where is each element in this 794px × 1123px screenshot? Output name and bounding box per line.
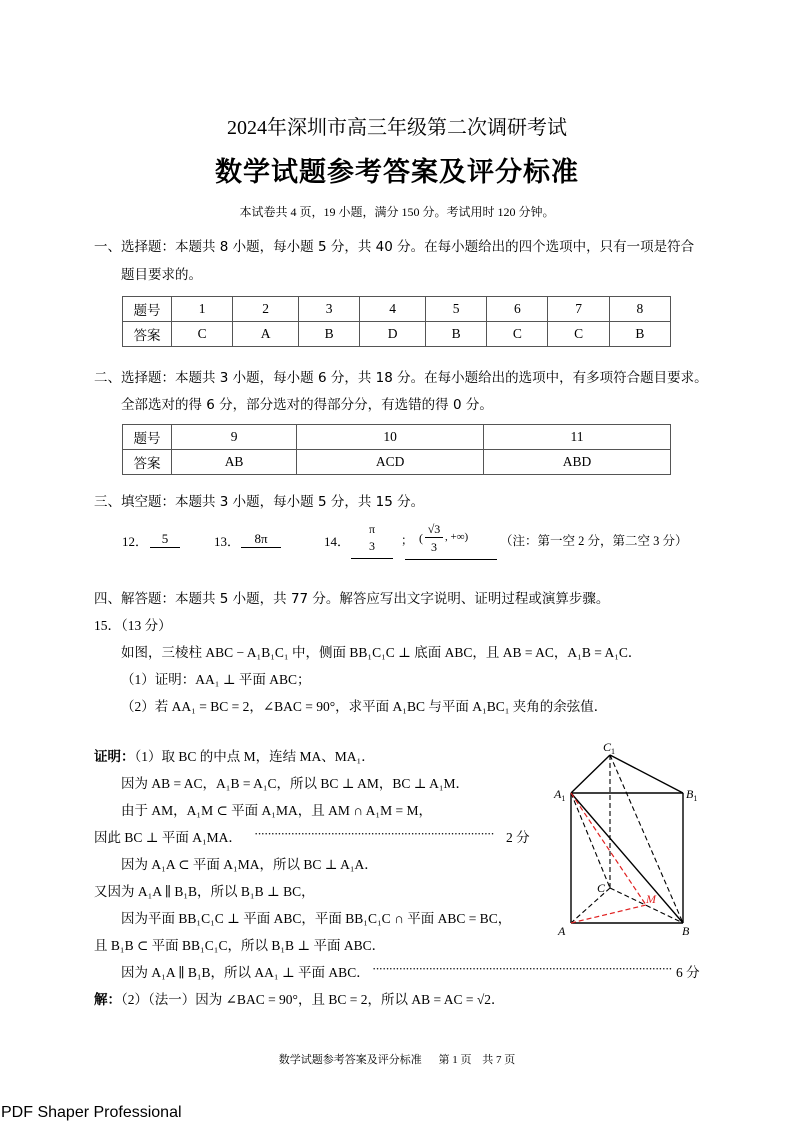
answer-cell: C — [487, 322, 548, 347]
prism-figure — [545, 735, 715, 940]
solution-text: （2）（法一）因为 ∠BAC = 90°，且 BC = 2，所以 AB = AC = √2． — [121, 992, 505, 1007]
solution-line-7: 因为平面 BB₁C₁C ⊥ 平面 ABC，平面 BB₁C₁C ∩ 平面 ABC = BC， — [121, 911, 512, 926]
answer-cell: A — [233, 322, 299, 347]
solution-line-5: 因为 A₁A ⊂ 平面 A₁MA，所以 BC ⊥ A₁A． — [121, 857, 378, 872]
q13-answer: 8π — [241, 531, 281, 548]
page-footer — [0, 1051, 794, 1067]
answer-cell: D — [360, 322, 426, 347]
q14-answer2-numerator: √3 — [425, 521, 443, 538]
label-m: M — [646, 892, 656, 906]
segment-a-m — [571, 905, 646, 923]
question-number-row — [123, 297, 671, 322]
question-number: 10 — [297, 425, 484, 450]
row-label: 题号 — [123, 297, 172, 322]
answer-cell: B — [298, 322, 359, 347]
q13-label: 13． — [214, 534, 241, 549]
q14-separator: ； — [401, 533, 414, 547]
q14-answer1-denominator: 3 — [369, 539, 375, 553]
answer-cell: AB — [172, 450, 297, 475]
edge-a1-b — [571, 793, 683, 923]
label-a: A — [558, 924, 566, 938]
section1-answer-table — [122, 296, 671, 347]
footer-title: 数学试题参考答案及评分标准 — [278, 1054, 422, 1066]
section1-heading-line1: 一、选择题：本题共 8 小题，每小题 5 分，共 40 分。在每小题给出的四个选项中，只有一项是符合 — [94, 239, 695, 255]
question-number: 4 — [360, 297, 426, 322]
solution-line-6: 又因为 A₁A ∥ B₁B，所以 B₁B ⊥ BC， — [94, 884, 315, 899]
question-number: 9 — [172, 425, 297, 450]
problem15-part1: （1）证明：AA₁ ⊥ 平面 ABC； — [121, 672, 311, 687]
answer-cell: ACD — [297, 450, 484, 475]
section1-heading-line2: 题目要求的。 — [121, 267, 202, 283]
footer-total-pages: 共 7 页 — [482, 1054, 516, 1066]
answer-cell: C — [172, 322, 233, 347]
answer-cell: C — [548, 322, 609, 347]
solution-line-2: 因为 AB = AC，A₁B = A₁C，所以 BC ⊥ AM，BC ⊥ A₁M． — [121, 776, 470, 791]
solution-part2-line — [94, 988, 504, 1008]
exam-subtitle: 本试卷共 4 页，19 小题，满分 150 分。考试用时 120 分钟。 — [239, 205, 555, 219]
q14-answer2 — [405, 521, 497, 560]
score-marker-6: 6 分 — [676, 965, 700, 980]
section2-heading-line2: 全部选对的得 6 分，部分选对的得部分分，有选错的得 0 分。 — [121, 397, 493, 413]
label-b1: $B_1$ — [686, 787, 698, 803]
answer-cell: B — [609, 322, 670, 347]
section4-heading: 四、解答题：本题共 5 小题，共 77 分。解答应写出文字说明、证明过程或演算步骤。 — [94, 591, 610, 607]
solution-line-1 — [94, 745, 375, 765]
q14-answer1-numerator: π — [368, 522, 376, 536]
q14-answer2-denominator: 3 — [431, 540, 437, 554]
problem15-stem: 如图，三棱柱 ABC − A₁B₁C₁ 中，侧面 BB₁C₁C ⊥ 底面 ABC，且 AB = AC，A₁B = A₁C． — [121, 645, 642, 660]
solution-text: 因此 BC ⊥ 平面 A₁MA． — [94, 830, 242, 845]
exam-title: 2024年深圳市高三年级第二次调研考试 — [227, 117, 567, 139]
section3-heading: 三、填空题：本题共 3 小题，每小题 5 分，共 15 分。 — [94, 494, 425, 510]
footer-page-number: 第 1 页 — [438, 1054, 472, 1066]
leader-dots: ········································································ — [254, 826, 494, 841]
solution-line-4 — [94, 826, 242, 846]
question-number: 7 — [548, 297, 609, 322]
document-title: 数学试题参考答案及评分标准 — [215, 157, 579, 188]
q14-answer1 — [351, 521, 393, 559]
problem15-number: 15．（13 分） — [94, 618, 172, 633]
q14-label: 14． — [324, 534, 351, 549]
label-c: C — [597, 881, 606, 895]
label-b: B — [682, 924, 690, 938]
edge-c1-a1 — [571, 755, 610, 793]
q14-answer2-rest: , +∞) — [445, 531, 469, 543]
row-label: 题号 — [123, 425, 172, 450]
solve-label: 解： — [94, 992, 121, 1008]
answer-cell: B — [425, 322, 486, 347]
solution-text: （1）取 BC 的中点 M，连结 MA、MA₁． — [134, 749, 375, 764]
section2-answer-table — [122, 424, 671, 475]
row-label: 答案 — [123, 322, 172, 347]
answer-cell: ABD — [484, 450, 671, 475]
question-number: 1 — [172, 297, 233, 322]
answer-row — [123, 322, 671, 347]
solution-line-9: 因为 A₁A ∥ B₁B，所以 AA₁ ⊥ 平面 ABC． — [121, 965, 370, 980]
edge-a1-c — [571, 793, 610, 888]
q14-scoring-note: （注：第一空 2 分，第二空 3 分） — [500, 534, 688, 548]
answer-row — [123, 450, 671, 475]
label-c1: $C_1$ — [603, 740, 616, 756]
section2-heading-line1: 二、选择题：本题共 3 小题，每小题 6 分，共 18 分。在每小题给出的选项中，有多项符合题目要求。 — [94, 370, 708, 386]
proof-label: 证明： — [94, 749, 135, 765]
question-number: 5 — [425, 297, 486, 322]
question-number: 2 — [233, 297, 299, 322]
problem15-part2: （2）若 AA₁ = BC = 2，∠BAC = 90°，求平面 A₁BC 与平面 A₁BC₁ 夹角的余弦值． — [121, 699, 608, 714]
question-number: 11 — [484, 425, 671, 450]
q12-label: 12． — [122, 534, 149, 549]
row-label: 答案 — [123, 450, 172, 475]
question-number-row — [123, 425, 671, 450]
leader-dots: ·························································································· — [372, 961, 672, 976]
score-marker-2: 2 分 — [506, 830, 530, 845]
q12-answer: 5 — [150, 531, 180, 548]
solution-line-3: 由于 AM，A₁M ⊂ 平面 A₁MA，且 AM ∩ A₁M = M， — [121, 803, 432, 818]
q14-answer2-open: ( — [419, 531, 423, 545]
question-number: 8 — [609, 297, 670, 322]
question-number: 3 — [298, 297, 359, 322]
label-a1: $A_1$ — [554, 787, 566, 803]
edge-c1-b1 — [610, 755, 683, 793]
watermark: PDF Shaper Professional — [1, 1104, 182, 1121]
solution-line-8: 且 B₁B ⊂ 平面 BB₁C₁C，所以 B₁B ⊥ 平面 ABC． — [94, 938, 386, 953]
segment-a1-m — [571, 793, 646, 905]
question-number: 6 — [487, 297, 548, 322]
